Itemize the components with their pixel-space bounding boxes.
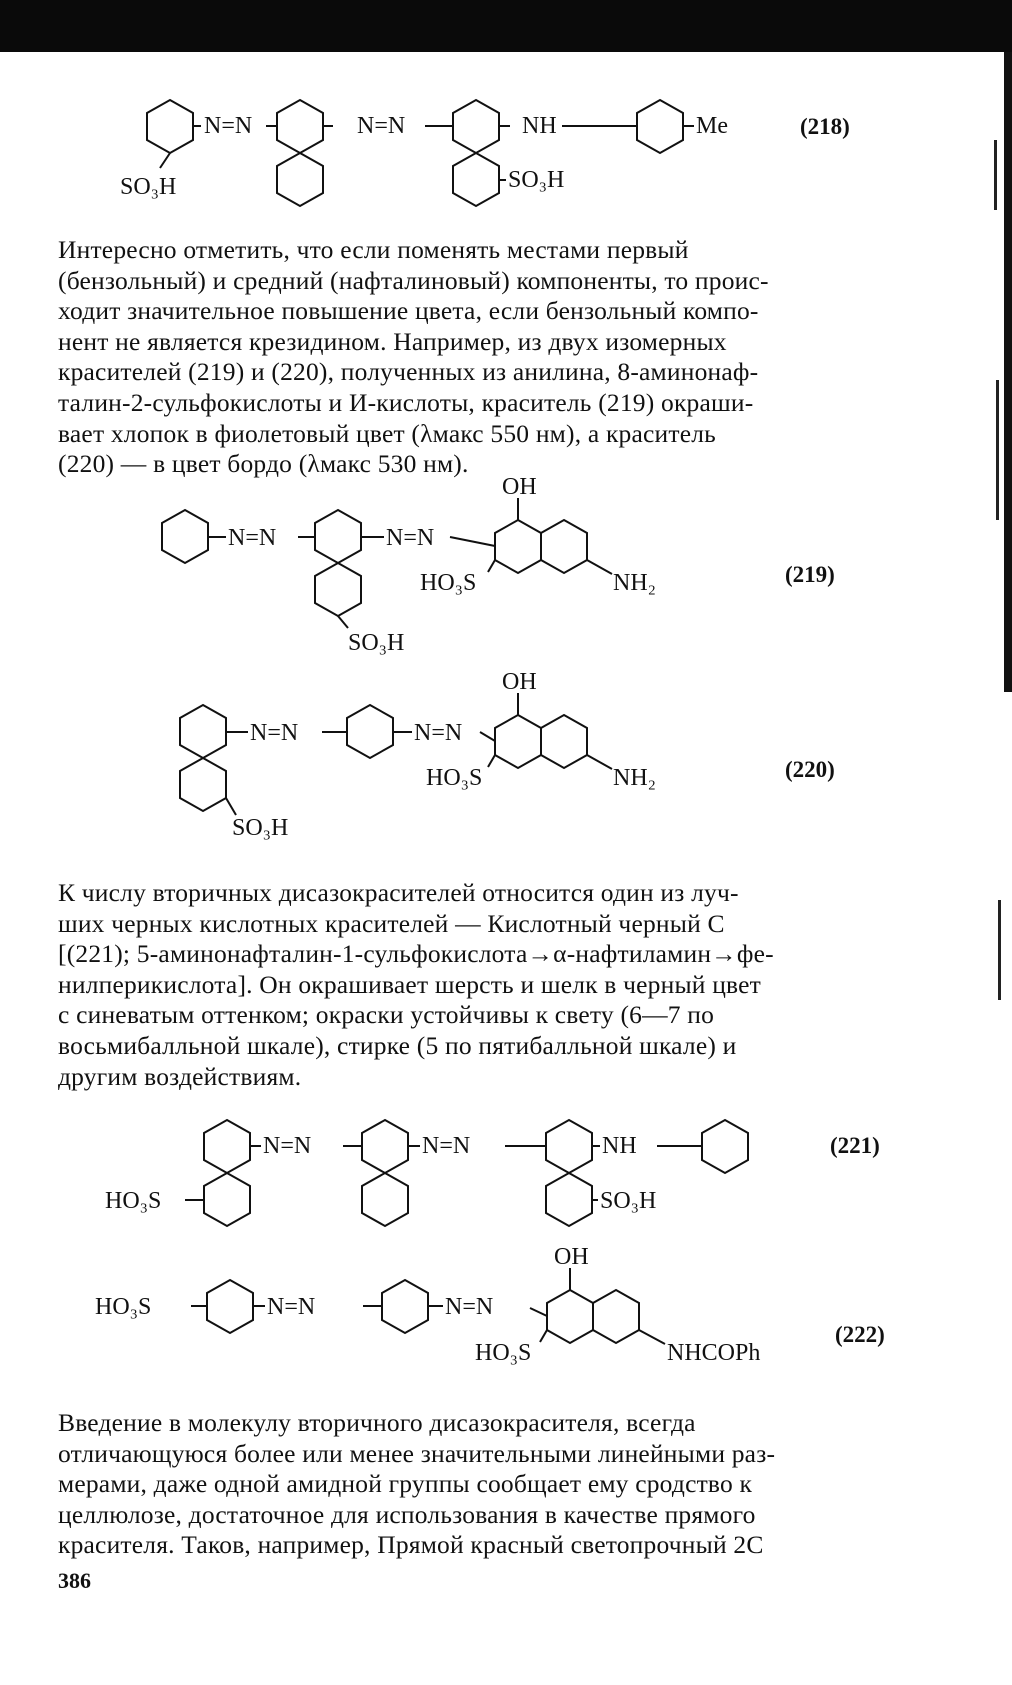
azo-label: N=N: [386, 525, 435, 551]
scan-right-edge: [1004, 52, 1012, 692]
text-line: ходит значительное повышение цвета, если бензольный компо-: [58, 296, 759, 326]
text-line: Интересно отметить, что если поменять местами первый: [58, 235, 689, 264]
text-line: Введение в молекулу вторичного дисазокрасителя, всегда: [58, 1408, 696, 1437]
azo-label: N=N: [204, 113, 253, 139]
text-line: (220) — в цвет бордо (λмакс 530 нм).: [58, 449, 469, 479]
text-line: вает хлопок в фиолетовый цвет (λмакс 550 нм), а краситель: [58, 418, 716, 448]
ho3s-label: HO₃S: [426, 765, 483, 791]
page-number: 386: [58, 1568, 91, 1593]
nh-label: NH: [522, 113, 557, 139]
ho3s-label: HO₃S: [95, 1294, 152, 1320]
scan-artifact: [994, 140, 997, 210]
so3h-label: SO₃H: [232, 815, 289, 841]
text-line: ших черных кислотных красителей — Кислотный черный С: [58, 908, 725, 938]
azo-label: N=N: [414, 720, 463, 746]
text-line: восьмибалльной шкале), стирке (5 по пятибалльной шкале) и: [58, 1030, 737, 1060]
scan-artifact: [998, 900, 1001, 1000]
structure-number: (222): [835, 1322, 885, 1347]
azo-label: N=N: [422, 1133, 471, 1159]
azo-label: N=N: [357, 113, 406, 139]
azo-label: N=N: [445, 1294, 494, 1320]
text-line: [(221); 5-аминонафталин-1-сульфокислота→α-нафтиламин→фе-: [58, 939, 774, 969]
nh-label: NH: [602, 1133, 637, 1159]
structure-number: (220): [785, 757, 835, 782]
so3h-label: SO₃H: [348, 630, 405, 656]
structure-number: (221): [830, 1133, 880, 1158]
oh-label: OH: [502, 474, 537, 500]
structure-221: [105, 1110, 785, 1245]
text-line: (бензольный) и средний (нафталиновый) компоненты, то проис-: [58, 265, 769, 295]
methyl-label: Me: [696, 113, 728, 139]
so3h-label: SO₃H: [600, 1188, 657, 1214]
oh-label: OH: [554, 1244, 589, 1270]
text-line: целлюлозе, достаточное для использования в качестве прямого: [58, 1499, 756, 1529]
structure-number: (218): [800, 114, 850, 139]
structure-219: [150, 474, 750, 670]
text-line: мерами, даже одной амидной группы сообщает ему сродство к: [58, 1469, 753, 1499]
text-line: с синеватым оттенком; окраски устойчивы к свету (6—7 по: [58, 1000, 715, 1030]
text-line: нент не является крезидином. Например, из двух изомерных: [58, 326, 727, 356]
ho3s-label: HO₃S: [420, 570, 477, 596]
structure-number: (219): [785, 562, 835, 587]
text-line: К числу вторичных дисазокрасителей относится один из луч-: [58, 878, 739, 907]
paragraph: [58, 235, 950, 480]
text-line: красителей (219) и (220), полученных из анилина, 8-аминонаф-: [58, 357, 759, 387]
nh2-label: NH₂: [613, 570, 657, 596]
so3h-label: SO₃H: [120, 174, 177, 200]
ho3s-label: HO₃S: [475, 1340, 532, 1366]
nh2-label: NH₂: [613, 765, 657, 791]
azo-label: N=N: [263, 1133, 312, 1159]
ho3s-label: HO₃S: [105, 1188, 162, 1214]
scan-artifact: [996, 380, 999, 520]
text-line: красителя. Таков, например, Прямой красный светопрочный 2С: [58, 1530, 764, 1560]
oh-label: OH: [502, 669, 537, 695]
paragraph: [58, 1408, 950, 1561]
scan-top-border: [0, 0, 1012, 52]
azo-label: N=N: [267, 1294, 316, 1320]
text-line: талин-2-сульфокислоты и И-кислоты, краситель (219) окраши-: [58, 387, 754, 417]
text-line: нилперикислота]. Он окрашивает шерсть и шелк в черный цвет: [58, 969, 762, 999]
structure-218: [100, 90, 780, 215]
paragraph: [58, 878, 950, 1092]
text-line: отличающуюся более или менее значительными линейными раз-: [58, 1438, 776, 1468]
text-line: другим воздействиям.: [58, 1061, 302, 1091]
azo-label: N=N: [228, 525, 277, 551]
so3h-label: SO₃H: [508, 167, 565, 193]
nhcoph-label: NHCOPh: [667, 1340, 761, 1366]
azo-label: N=N: [250, 720, 299, 746]
structure-220: [150, 669, 750, 865]
structure-222: [95, 1244, 815, 1410]
